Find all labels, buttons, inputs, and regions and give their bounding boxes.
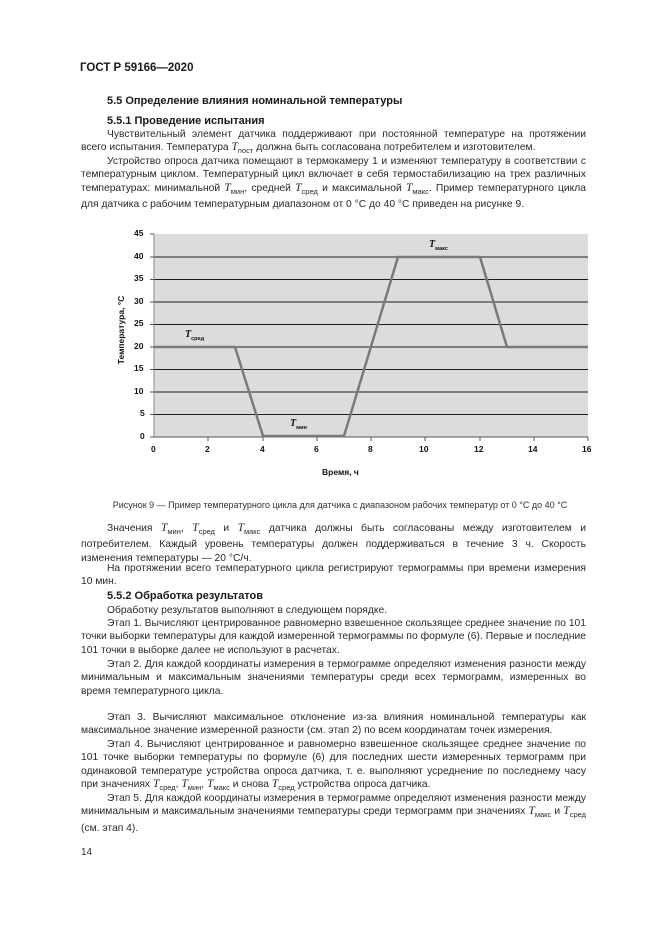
section-5-5-2-title: 5.5.2 Обработка результатов xyxy=(107,590,264,602)
y-tick: 45 xyxy=(134,228,144,238)
processing-intro: Обработку результатов выполняют в следующем порядке. xyxy=(107,605,388,616)
y-tick: 0 xyxy=(140,431,145,441)
paragraph-3: Значения $T_{мин}$, $T_{сред}$ и $T_{макс}$ датчика должны быть согласованы между изготовителем и потребителем. Каждый уровень температуры должен поддерживаться в течение 3 ч. Скорость изменения температуры — 20 °C/ч. xyxy=(81,522,586,564)
temperature-cycle-chart xyxy=(100,225,610,485)
step-2: Этап 2. Для каждой координаты измерения в термограмме определяют изменения разности между минимальным и максимальным значениями температуры среди всех термограмм, измеренных во время температурного цикла. xyxy=(81,659,586,697)
paragraph-4: На протяжении всего температурного цикла регистрируют термограммы при времени измерения 10 мин. xyxy=(81,563,586,588)
step-5: Этап 5. Для каждой координаты измерения в термограмме определяют изменения разности между минимальным и максимальным значениями температуры среди термограмм при значениях $T_{макс}$ и $T_{сред}$ (см. этап 4). xyxy=(81,793,586,834)
step-4: Этап 4. Вычисляют центрированное и равномерно взвешенное скользящее среднее значение по 101 точке выборки температуры по формуле (6) для последних шести измеренных термограмм при одинаковой температуре устройства опроса датчика, т. е. выполняют усреднение по последнему часу при значениях $T_{сред}$, $T_{мин}$, $T_{макс}$ и снова $T_{сред}$ устройства опроса датчика. xyxy=(81,739,586,792)
x-tick: 4 xyxy=(260,444,265,454)
annotation-t-max: $T_{макс}$ xyxy=(429,239,448,252)
document-header: ГОСТ Р 59166—2020 xyxy=(80,62,194,74)
paragraph-2: Устройство опроса датчика помещают в термокамеру 1 и изменяют температуру в соответствии с температурным циклом. Температурный цикл включает в себя термостабилизацию на трех различных температурах: минимальной $T_{мин}$, средней $T_{сред}$ и максимальной $T_{макс}$. Пример температурного цикла для датчика с рабочим температурным диапазоном от 0 °C до 40 °C приведен на рисунке 9. xyxy=(81,156,586,210)
x-tick: 8 xyxy=(368,444,373,454)
annotation-t-mid: $T_{сред}$ xyxy=(185,329,205,342)
x-tick: 0 xyxy=(151,444,156,454)
x-tick: 6 xyxy=(314,444,319,454)
step-3: Этап 3. Вычисляют максимальное отклонение из-за влияния номинальной температуры как максимальное значение измеренной разности (см. этап 2) по всем координатам точек измерения. xyxy=(81,712,586,737)
y-tick: 30 xyxy=(134,296,144,306)
y-tick: 35 xyxy=(134,273,144,283)
plot-area xyxy=(154,234,588,437)
x-tick: 2 xyxy=(205,444,210,454)
section-5-5-1-title: 5.5.1 Проведение испытания xyxy=(107,115,265,127)
step-1: Этап 1. Вычисляют центрированное равномерно взвешенное скользящее среднее значение по 101 точки выборки температуры для каждой измеренной термограммы по формуле (6). Первые и последние 101 точки в выборке далее не используют в расчетах. xyxy=(81,618,586,656)
y-tick: 10 xyxy=(134,386,144,396)
x-axis-label: Время, ч xyxy=(322,467,359,477)
y-tick: 40 xyxy=(134,251,144,261)
x-tick: 14 xyxy=(528,444,538,454)
x-tick: 16 xyxy=(582,444,592,454)
y-tick: 20 xyxy=(134,341,144,351)
paragraph-1: Чувствительный элемент датчика поддерживают при постоянной температуре на протяжении всего испытания. Температура $T_{пост}$ должна быть согласована потребителем и изготовителем. xyxy=(81,129,586,156)
y-tick: 15 xyxy=(134,363,144,373)
page-number: 14 xyxy=(81,847,93,858)
x-tick: 10 xyxy=(419,444,429,454)
y-axis-label: Температура, °C xyxy=(116,295,126,365)
section-5-5-title: 5.5 Определение влияния номинальной температуры xyxy=(107,95,403,107)
annotation-t-min: $T_{мин}$ xyxy=(290,418,307,431)
y-tick: 25 xyxy=(134,318,144,328)
figure-caption: Рисунок 9 — Пример температурного цикла для датчика с диапазоном рабочих температур от 0 °C до 40 °C xyxy=(112,500,568,510)
y-tick: 5 xyxy=(140,408,145,418)
x-tick: 12 xyxy=(474,444,484,454)
